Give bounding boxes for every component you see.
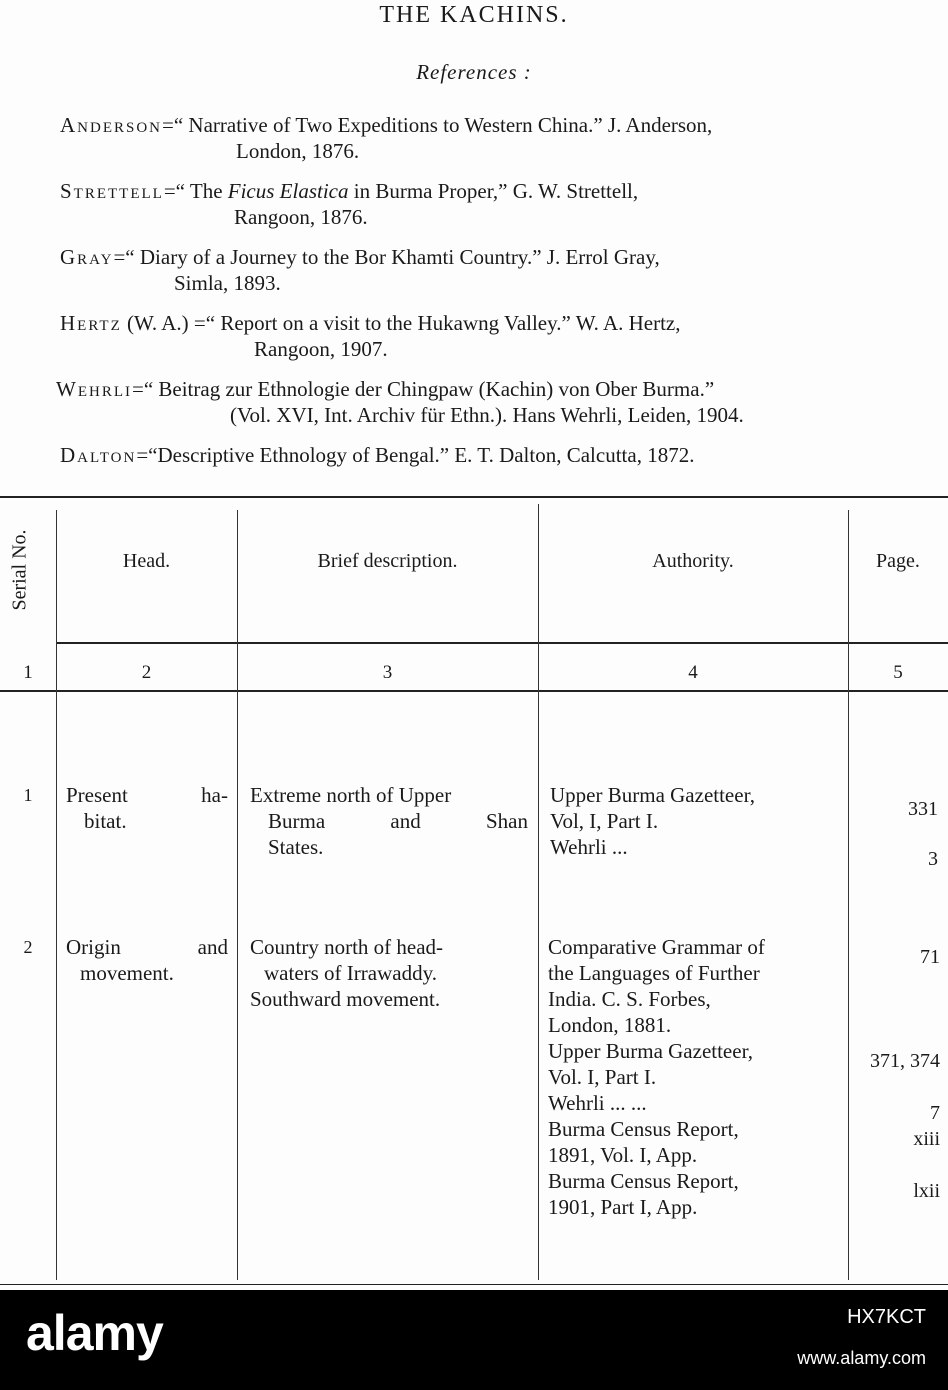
reference-name: Dalton xyxy=(60,443,137,467)
column-divider xyxy=(538,504,539,1280)
reference-wehrli xyxy=(56,376,940,428)
column-number: 3 xyxy=(382,662,393,683)
page-column-header: Page. xyxy=(876,550,920,572)
authority-cell: Upper Burma Gazetteer, Vol, I, Part I. Wehrli ... xyxy=(550,783,755,859)
reference-text: =“ Diary of a Journey to the Bor Khamti Country.” J. Errol Gray, xyxy=(113,245,660,269)
column-divider xyxy=(56,510,57,1280)
serial-number-header: Serial No. xyxy=(8,529,31,611)
reference-continuation: Rangoon, 1907. xyxy=(254,337,388,361)
page-cell: 71 371, 374 7 xiii lxii xyxy=(870,946,940,1202)
column-number: 1 xyxy=(23,662,33,683)
column-number: 4 xyxy=(688,662,698,683)
image-id: HX7KCT xyxy=(847,1306,926,1328)
head-column-header: Head. xyxy=(122,550,171,572)
reference-text: (W. A.) =“ Report on a visit to the Hukawng Valley.” W. A. Hertz, xyxy=(121,311,681,335)
authority-cell: Comparative Grammar of the Languages of Further India. C. S. Forbes, London, 1881. Upper Burma Gazetteer, Vol. I, Part I. Wehrli ... ... Burma Census Report, 1891, Vol. I, App. Burma Census Report, 1901, Part I, App. xyxy=(548,935,765,1219)
authority-column-header: Authority. xyxy=(652,550,734,572)
reference-name: Anderson xyxy=(60,113,163,137)
serial-cell: 2 xyxy=(23,937,33,957)
alamy-logo: alamy xyxy=(26,1305,163,1361)
reference-dalton xyxy=(60,442,940,468)
reference-gray xyxy=(60,244,940,296)
reference-italic-text: Ficus Elastica xyxy=(227,179,349,203)
description-cell: Extreme north of Upper Burma and Shan States. xyxy=(250,783,528,859)
reference-hertz xyxy=(60,310,940,362)
description-column-header: Brief description. xyxy=(317,550,458,572)
page-cell: 331 3 xyxy=(908,798,938,870)
site-url: www.alamy.com xyxy=(797,1348,926,1368)
reference-continuation: Simla, 1893. xyxy=(174,271,281,295)
references-list xyxy=(56,112,940,482)
head-cell: Origin and movement. xyxy=(66,935,228,985)
reference-text: =“ Narrative of Two Expeditions to Western China.” J. Anderson, xyxy=(162,113,713,137)
head-cell: Present ha- bitat. xyxy=(66,783,228,833)
table-bottom-rule xyxy=(0,1284,948,1285)
number-row-rule xyxy=(0,690,948,692)
table-top-rule xyxy=(0,496,948,498)
reference-continuation: London, 1876. xyxy=(236,139,360,163)
references-heading: References : xyxy=(416,60,532,84)
watermark-footer xyxy=(0,1290,948,1390)
column-divider xyxy=(237,510,238,1280)
page-title: THE KACHINS. xyxy=(379,2,569,28)
reference-name: Gray xyxy=(60,245,114,269)
serial-cell: 1 xyxy=(23,785,33,805)
reference-text: =“Descriptive Ethnology of Bengal.” E. T. Dalton, Calcutta, 1872. xyxy=(136,443,695,467)
reference-name: Wehrli xyxy=(56,377,132,401)
reference-continuation: Rangoon, 1876. xyxy=(234,205,368,229)
reference-strettell xyxy=(60,178,940,230)
column-number: 5 xyxy=(893,662,903,683)
header-bottom-rule xyxy=(56,642,948,644)
reference-name: Strettell xyxy=(60,179,164,203)
reference-text: in Burma Proper,” G. W. Strettell, xyxy=(348,179,639,203)
reference-text: =“ The xyxy=(163,179,228,203)
reference-continuation: (Vol. XVI, Int. Archiv für Ethn.). Hans Wehrli, Leiden, 1904. xyxy=(230,403,744,427)
reference-name: Hertz xyxy=(60,311,122,335)
column-number: 2 xyxy=(141,662,152,683)
reference-text: =“ Beitrag zur Ethnologie der Chingpaw (Kachin) von Ober Burma.” xyxy=(131,377,715,401)
reference-anderson xyxy=(60,112,940,164)
description-cell: Country north of head- waters of Irrawaddy. Southward movement. xyxy=(250,935,444,1011)
